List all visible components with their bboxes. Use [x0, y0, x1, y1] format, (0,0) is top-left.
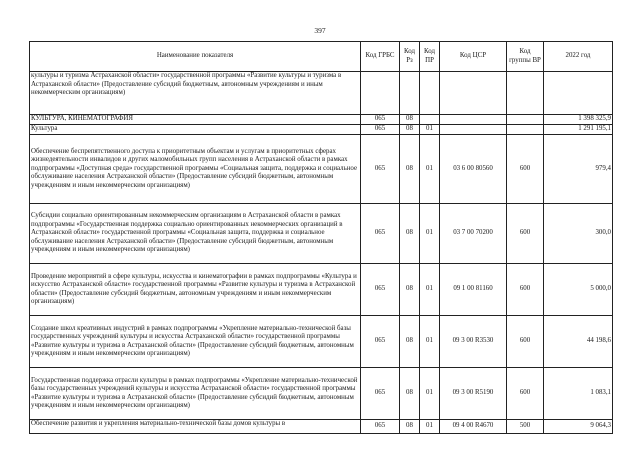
row-rz: 08	[400, 204, 420, 264]
row-rz: 08	[400, 368, 420, 420]
row-name: культуры и туризма Астраханской области» государственной программы «Развитие культуры и туризма в Астраханской области» (Предоставление субсидий бюджетным, автономным учреждениям и иным некоммерческим организациям)	[30, 72, 361, 115]
row-vr: 600	[507, 316, 544, 368]
row-amount: 300,0	[544, 204, 613, 264]
row-name: Обеспечение развития и укрепления материально-технической базы домов культуры в	[30, 420, 361, 434]
row-name: Обеспечение беспрепятственного доступа к приоритетным объектам и услугам в приоритетных сферах жизнедеятельности инвалидов и других маломобильных групп населения в Астраханской области в рамках подпрограммы «Доступная среда» государственной программы «Социальная защита, поддержка и социальное обслуживание населения Астраханской области» (Предоставление субсидий бюджетным, автономным учреждениям и иным некоммерческим организациям)	[30, 135, 361, 204]
row-csr	[440, 72, 507, 115]
row-rz: 08	[400, 115, 420, 125]
row-amount: 1 083,1	[544, 368, 613, 420]
table-row	[30, 115, 613, 125]
row-csr: 09 1 00 81160	[440, 264, 507, 316]
header-vr: Код группы ВР	[507, 42, 544, 72]
row-name: Культура	[30, 125, 361, 135]
row-grbs	[361, 72, 400, 115]
row-grbs: 065	[361, 316, 400, 368]
header-pr: Код ПР	[420, 42, 440, 72]
table-row	[30, 420, 613, 434]
row-rz: 08	[400, 264, 420, 316]
row-amount: 9 064,3	[544, 420, 613, 434]
row-amount: 44 198,6	[544, 316, 613, 368]
row-csr	[440, 125, 507, 135]
row-vr: 500	[507, 420, 544, 434]
row-csr: 09 4 00 R4670	[440, 420, 507, 434]
row-rz	[400, 72, 420, 115]
table-row	[30, 264, 613, 316]
table-row	[30, 368, 613, 420]
row-pr: 01	[420, 135, 440, 204]
row-grbs: 065	[361, 125, 400, 135]
header-rz: Код Рз	[400, 42, 420, 72]
row-grbs: 065	[361, 420, 400, 434]
row-pr: 01	[420, 316, 440, 368]
row-pr: 01	[420, 204, 440, 264]
row-csr: 09 3 00 R3530	[440, 316, 507, 368]
row-amount: 979,4	[544, 135, 613, 204]
table-header-row	[30, 42, 613, 72]
row-grbs: 065	[361, 368, 400, 420]
row-amount: 1 398 325,9	[544, 115, 613, 125]
row-vr	[507, 115, 544, 125]
row-vr: 600	[507, 264, 544, 316]
table-row	[30, 135, 613, 204]
row-pr	[420, 115, 440, 125]
row-name: Субсидии социально ориентированным некоммерческим организациям в Астраханской области в рамках подпрограммы «Государственная поддержка социально ориентированных некоммерческих организаций в Астраханской области» государственной программы «Социальная защита, поддержка и социальное обслуживание населения Астраханской области» (Предоставление субсидий бюджетным, автономным учреждениям и иным некоммерческим организациям)	[30, 204, 361, 264]
row-vr	[507, 125, 544, 135]
row-rz: 08	[400, 316, 420, 368]
row-vr: 600	[507, 204, 544, 264]
table-row	[30, 316, 613, 368]
row-name: Проведение мероприятий в сфере культуры, искусства и кинематографии в рамках подпрограммы «Культура и искусство Астраханской области» государственной программы «Развитие культуры и туризма в Астраханской области» (Предоставление субсидий бюджетным, автономным учреждениям и иным некоммерческим организациям)	[30, 264, 361, 316]
page-number: 397	[314, 26, 326, 35]
row-vr: 600	[507, 368, 544, 420]
row-csr: 03 7 00 70200	[440, 204, 507, 264]
table-row	[30, 204, 613, 264]
row-rz: 08	[400, 135, 420, 204]
row-name: Государственная поддержка отрасли культуры в рамках подпрограммы «Укрепление материально-технической базы государственных учреждений культуры и искусства Астраханской области» государственной программы «Развитие культуры и туризма в Астраханской области» (Предоставление субсидий бюджетным, автономным учреждениям и иным некоммерческим организациям)	[30, 368, 361, 420]
header-name: Наименование показателя	[30, 42, 361, 72]
table-row	[30, 72, 613, 115]
row-csr	[440, 115, 507, 125]
row-rz: 08	[400, 125, 420, 135]
budget-table	[29, 41, 613, 434]
row-csr: 03 6 00 80560	[440, 135, 507, 204]
row-pr	[420, 72, 440, 115]
row-grbs: 065	[361, 135, 400, 204]
row-pr: 01	[420, 264, 440, 316]
row-amount: 5 000,0	[544, 264, 613, 316]
row-grbs: 065	[361, 204, 400, 264]
header-grbs: Код ГРБС	[361, 42, 400, 72]
row-pr: 01	[420, 368, 440, 420]
row-amount: 1 291 195,1	[544, 125, 613, 135]
header-csr: Код ЦСР	[440, 42, 507, 72]
row-name: Создание школ креативных индустрий в рамках подпрограммы «Укрепление материально-технической базы государственных учреждений культуры и искусства Астраханской области» государственной программы «Развитие культуры и туризма в Астраханской области» (Предоставление субсидий бюджетным, автономным учреждениям и иным некоммерческим организациям)	[30, 316, 361, 368]
row-csr: 09 3 00 R5190	[440, 368, 507, 420]
row-grbs: 065	[361, 264, 400, 316]
header-year: 2022 год	[544, 42, 613, 72]
row-rz: 08	[400, 420, 420, 434]
row-vr	[507, 72, 544, 115]
row-amount	[544, 72, 613, 115]
row-vr: 600	[507, 135, 544, 204]
row-name: КУЛЬТУРА, КИНЕМАТОГРАФИЯ	[30, 115, 361, 125]
row-pr: 01	[420, 420, 440, 434]
row-grbs: 065	[361, 115, 400, 125]
table-row	[30, 125, 613, 135]
row-pr: 01	[420, 125, 440, 135]
